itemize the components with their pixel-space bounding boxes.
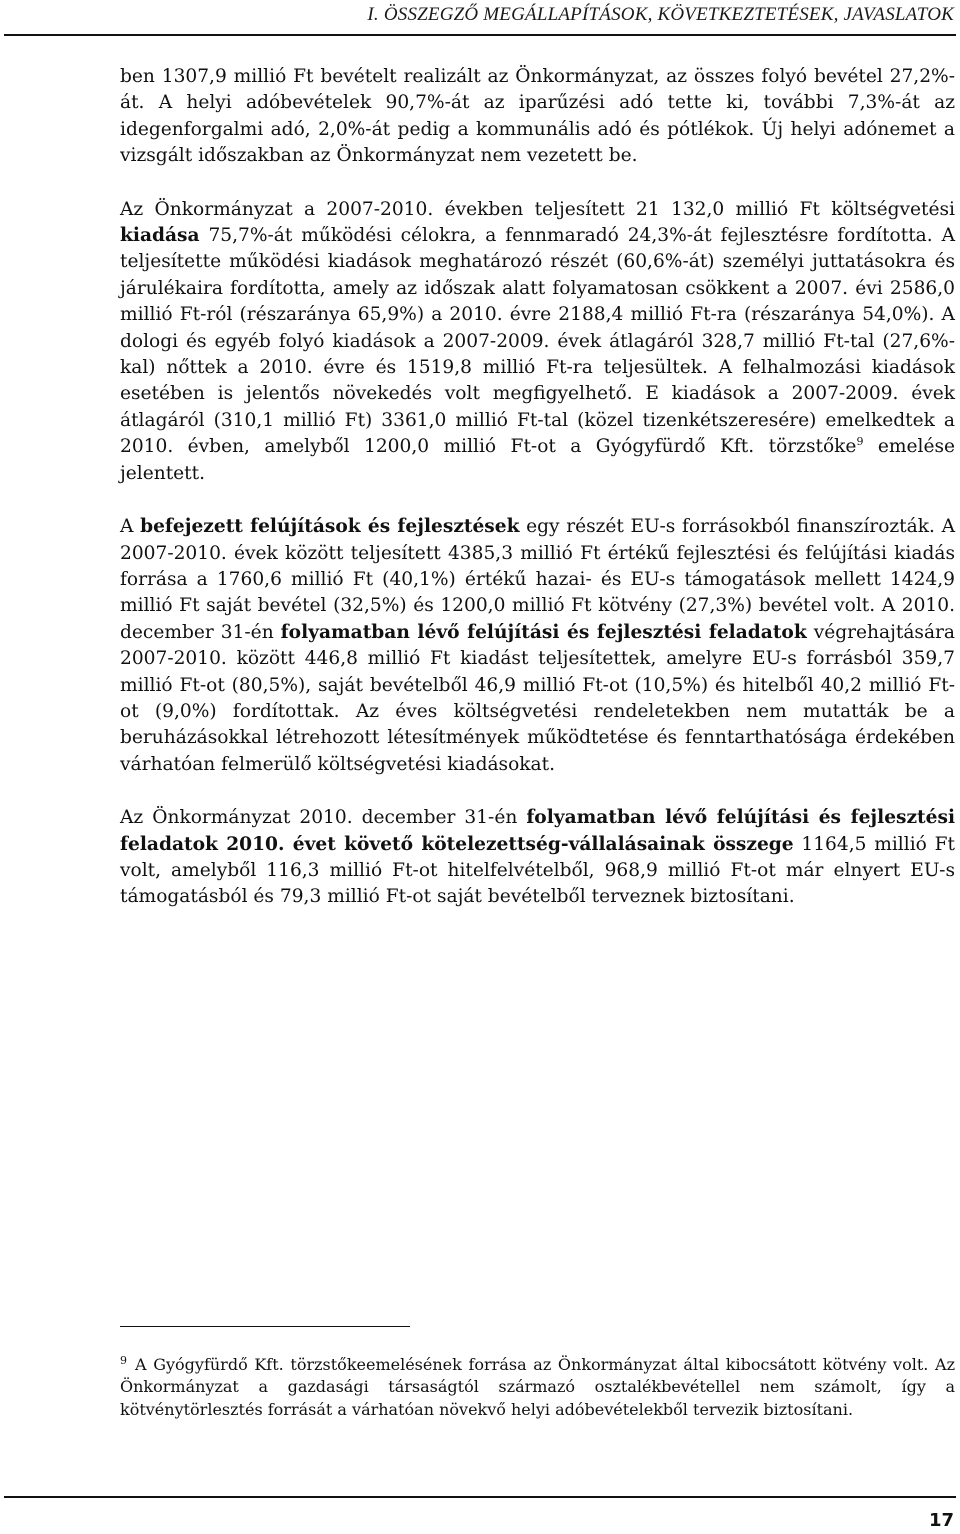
page-header [0, 0, 960, 36]
bold-term-kiadasa: kiadása [120, 225, 200, 247]
paragraph-expenditure [120, 197, 955, 487]
paragraph-text: egy részét EU-s forrásokból finanszírozták. A 2007-2010. évek között teljesített 4385,3 millió Ft értékű fejlesztési és felújítási kiadás forrása a 1760,6 millió Ft (40,1%) értékű hazai- és EU-s támogatások mellett 1424,9 millió Ft saját bevétel (32,5%) és 1200,0 millió Ft kötvény (27,3%) bevétel volt. A 2010. december 31-én [120, 516, 955, 643]
footnote-text: A Gyógyfürdő Kft. törzstőkeemelésének forrása az Önkormányzat által kibocsátott kötvény volt. Az Önkormányzat a gazdasági társaságtól származó osztalékbevétellel nem számolt, így a kötvénytörlesztés forrását a várhatóan növekvő helyi adóbevételekből tervezik biztosítani. [120, 1355, 955, 1419]
paragraph-text: végrehajtására 2007-2010. között 446,8 millió Ft kiadást teljesítettek, amelyre EU-s forrásból 359,7 millió Ft-ot (80,5%), saját bevételből 46,9 millió Ft-ot (10,5%) és hitelből 40,2 millió Ft-ot (9,0%) fordítottak. Az éves költségvetési rendeletekben nem mutatták be a beruházásokkal létrehozott létesítmények működtetése és fenntarthatósága érdekében várhatóan felmerülő költségvetési kiadásokat. [120, 621, 956, 775]
paragraph-tax-revenue: ben 1307,9 millió Ft bevételt realizált az Önkormányzat, az összes folyó bevétel 27,2%-át. A helyi adóbevételek 90,7%-át az iparűzési adó tette ki, további 7,3%-át az idegenforgalmi adó, 2,0%-át pedig a kommunális adó és pótlékok. Új helyi adónemet a vizsgált időszakban az Önkormányzat nem vezetett be. [120, 66, 955, 167]
bold-term-ongoing-tasks: folyamatban lévő felújítási és fejlesztési feladatok [280, 621, 807, 643]
paragraph-text: Az Önkormányzat 2010. december 31-én [120, 807, 527, 829]
paragraph-text: emelése jelentett. [120, 436, 955, 484]
footnote-separator [120, 1326, 410, 1327]
bold-term-completed-developments: befejezett felújítások és fejlesztések [140, 516, 520, 538]
paragraph-text: 1164,5 millió Ft volt, amelyből 116,3 millió Ft-ot hitelfelvételből, 968,9 millió Ft-ot már elnyert EU-s támogatásból és 79,3 millió Ft-ot saját bevételből terveznek biztosítani. [120, 833, 955, 908]
main-text [120, 64, 955, 938]
paragraph-developments [120, 514, 955, 778]
section-title: I. ÖSSZEGZŐ MEGÁLLAPÍTÁSOK, KÖVETKEZTETÉSEK, JAVASLATOK [367, 4, 954, 25]
footnote-number: 9 [120, 1353, 127, 1367]
paragraph-commitments [120, 805, 955, 911]
footnote-reference: 9 [856, 435, 864, 449]
footer-rule [4, 1496, 956, 1498]
header-rule [4, 34, 956, 36]
paragraph-text: 75,7%-át működési célokra, a fennmaradó 24,3%-át fejlesztésre fordította. A teljesítette működési kiadások meghatározó részét (60,6%-át) személyi juttatásokra és járulékaira fordította, amely az időszak alatt folyamatosan csökkent a 2007. évi 2586,0 millió Ft-ról (részaránya 65,9%) a 2010. évre 2188,4 millió Ft-ra (részaránya 54,0%). A dologi és egyéb folyó kiadások a 2007-2009. évek átlagáról 328,7 millió Ft-tal (27,6%-kal) nőttek a 2010. évre és 1519,8 millió Ft-ra teljesültek. A felhalmozási kiadások esetében is jelentős növekedés volt megfigyelhető. E kiadások a 2007-2009. évek átlagáról (310,1 millió Ft) 3361,0 millió Ft-tal (közel tizenkétszeresére) emelkedtek a 2010. évben, amelyből 1200,0 millió Ft-ot a Gyógyfürdő Kft. törzstőke [120, 225, 955, 458]
footnote [120, 1354, 955, 1421]
paragraph-text: A [120, 516, 141, 538]
bold-term-commitments: folyamatban lévő felújítási és fejlesztési feladatok 2010. évet követő kötelezettség-vállalásainak összege [120, 807, 956, 855]
paragraph-text: Az Önkormányzat a 2007-2010. években teljesített 21 132,0 millió Ft költségvetési [120, 198, 955, 220]
page-number: 17 [928, 1510, 954, 1531]
